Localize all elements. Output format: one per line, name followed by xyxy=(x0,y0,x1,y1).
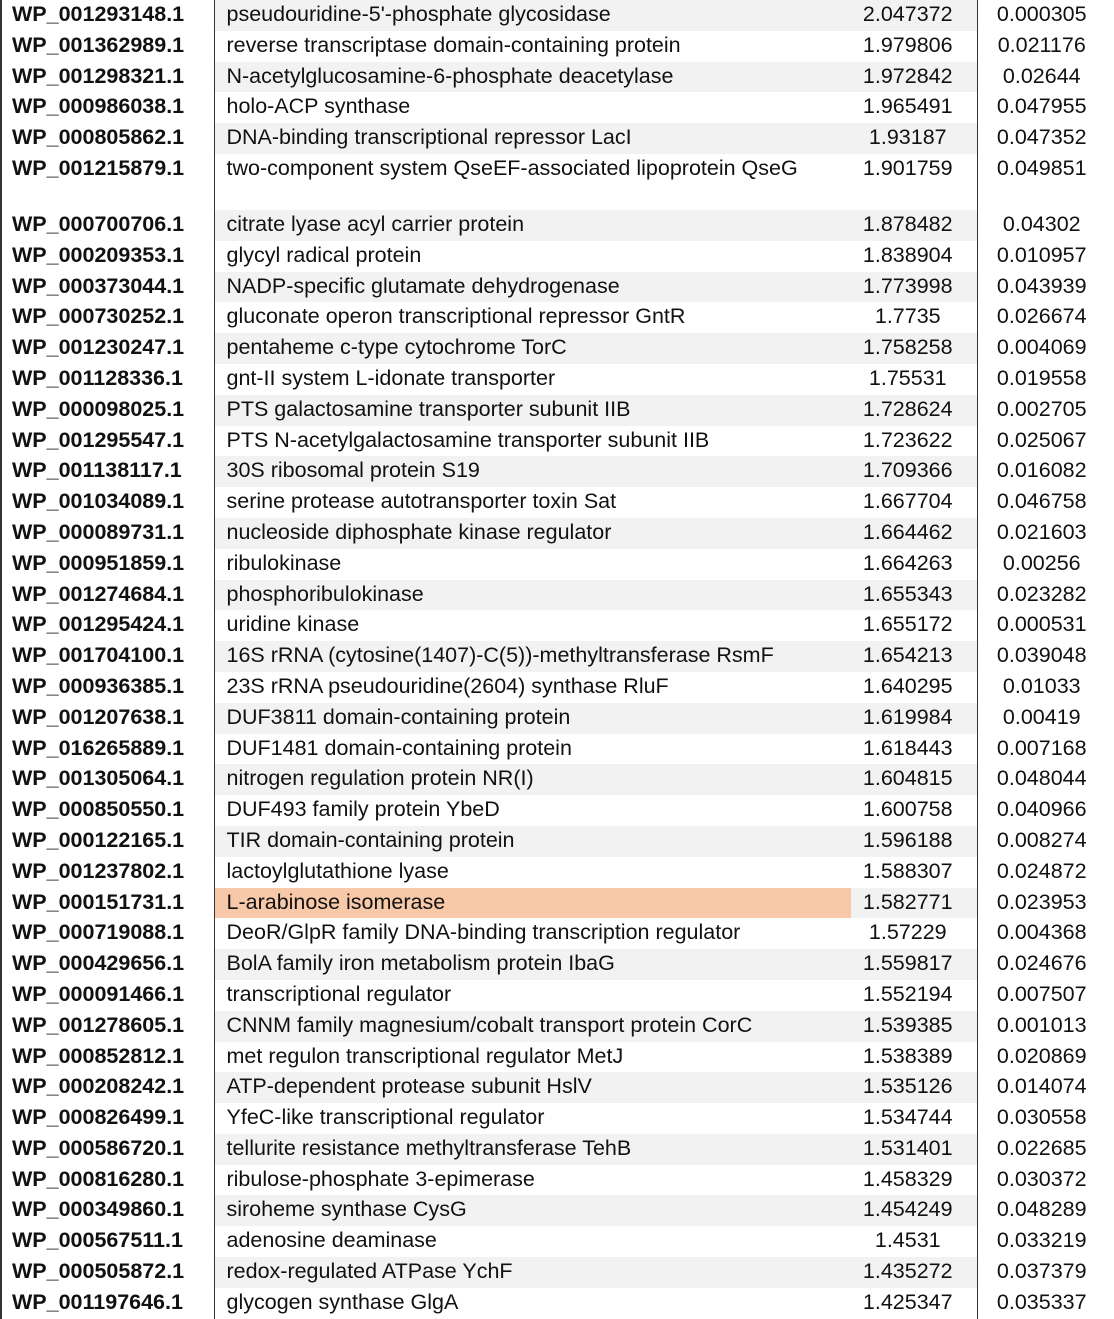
fold-change-cell: 1.758258 xyxy=(851,333,977,364)
fold-change-cell: 1.552194 xyxy=(851,980,977,1011)
accession-cell: WP_000700706.1 xyxy=(1,210,214,241)
description-cell: PTS galactosamine transporter subunit IIB xyxy=(214,395,851,426)
fold-change-cell: 1.4531 xyxy=(851,1226,977,1257)
p-value-cell: 0.023953 xyxy=(977,888,1114,919)
accession-cell: WP_001138117.1 xyxy=(1,456,214,487)
fold-change-cell: 1.654213 xyxy=(851,641,977,672)
description-cell: 16S rRNA (cytosine(1407)-C(5))-methyltransferase RsmF xyxy=(214,641,851,672)
table-row xyxy=(1,1195,1114,1226)
table-body xyxy=(1,0,1114,1319)
accession-cell: WP_000586720.1 xyxy=(1,1134,214,1165)
description-cell: ribulokinase xyxy=(214,549,851,580)
p-value-cell: 0.026674 xyxy=(977,302,1114,333)
p-value-cell: 0.001013 xyxy=(977,1011,1114,1042)
accession-cell: WP_000505872.1 xyxy=(1,1257,214,1288)
fold-change-cell: 1.531401 xyxy=(851,1134,977,1165)
description-cell: nucleoside diphosphate kinase regulator xyxy=(214,518,851,549)
description-cell: serine protease autotransporter toxin Sat xyxy=(214,487,851,518)
table-row xyxy=(1,610,1114,641)
description-cell: ribulose-phosphate 3-epimerase xyxy=(214,1165,851,1196)
table-row xyxy=(1,272,1114,303)
accession-cell: WP_001274684.1 xyxy=(1,580,214,611)
p-value-cell: 0.007168 xyxy=(977,734,1114,765)
p-value-cell: 0.00256 xyxy=(977,549,1114,580)
p-value-cell: 0.024872 xyxy=(977,857,1114,888)
table-row xyxy=(1,1042,1114,1073)
description-cell: siroheme synthase CysG xyxy=(214,1195,851,1226)
description-cell: DUF1481 domain-containing protein xyxy=(214,734,851,765)
fold-change-cell: 1.604815 xyxy=(851,764,977,795)
fold-change-cell: 1.979806 xyxy=(851,31,977,62)
p-value-cell: 0.048044 xyxy=(977,764,1114,795)
p-value-cell: 0.025067 xyxy=(977,426,1114,457)
accession-cell: WP_000373044.1 xyxy=(1,272,214,303)
p-value-cell: 0.00419 xyxy=(977,703,1114,734)
accession-cell: WP_000805862.1 xyxy=(1,123,214,154)
description-cell: 23S rRNA pseudouridine(2604) synthase RluF xyxy=(214,672,851,703)
description-cell: 30S ribosomal protein S19 xyxy=(214,456,851,487)
table-row xyxy=(1,333,1114,364)
p-value-cell: 0.01033 xyxy=(977,672,1114,703)
accession-cell: WP_000089731.1 xyxy=(1,518,214,549)
accession-cell: WP_000936385.1 xyxy=(1,672,214,703)
fold-change-cell: 1.435272 xyxy=(851,1257,977,1288)
table-row xyxy=(1,154,1114,210)
p-value-cell: 0.039048 xyxy=(977,641,1114,672)
accession-cell: WP_000098025.1 xyxy=(1,395,214,426)
fold-change-cell: 1.723622 xyxy=(851,426,977,457)
accession-cell: WP_000730252.1 xyxy=(1,302,214,333)
accession-cell: WP_001128336.1 xyxy=(1,364,214,395)
accession-cell: WP_001034089.1 xyxy=(1,487,214,518)
accession-cell: WP_001362989.1 xyxy=(1,31,214,62)
p-value-cell: 0.016082 xyxy=(977,456,1114,487)
description-cell: met regulon transcriptional regulator MetJ xyxy=(214,1042,851,1073)
fold-change-cell: 1.93187 xyxy=(851,123,977,154)
p-value-cell: 0.019558 xyxy=(977,364,1114,395)
accession-cell: WP_000719088.1 xyxy=(1,918,214,949)
accession-cell: WP_001295424.1 xyxy=(1,610,214,641)
p-value-cell: 0.035337 xyxy=(977,1288,1114,1319)
p-value-cell: 0.004069 xyxy=(977,333,1114,364)
table-row xyxy=(1,123,1114,154)
accession-cell: WP_001295547.1 xyxy=(1,426,214,457)
fold-change-cell: 1.664462 xyxy=(851,518,977,549)
table-row xyxy=(1,1011,1114,1042)
p-value-cell: 0.022685 xyxy=(977,1134,1114,1165)
fold-change-cell: 1.600758 xyxy=(851,795,977,826)
description-cell: gnt-II system L-idonate transporter xyxy=(214,364,851,395)
accession-cell: WP_000567511.1 xyxy=(1,1226,214,1257)
table-row xyxy=(1,92,1114,123)
table-row xyxy=(1,795,1114,826)
table-row xyxy=(1,949,1114,980)
accession-cell: WP_000208242.1 xyxy=(1,1072,214,1103)
table-row xyxy=(1,241,1114,272)
table-row xyxy=(1,518,1114,549)
description-cell: YfeC-like transcriptional regulator xyxy=(214,1103,851,1134)
table-row xyxy=(1,1226,1114,1257)
description-cell: adenosine deaminase xyxy=(214,1226,851,1257)
table-row xyxy=(1,302,1114,333)
description-cell: gluconate operon transcriptional repressor GntR xyxy=(214,302,851,333)
table-row xyxy=(1,703,1114,734)
accession-cell: WP_001293148.1 xyxy=(1,0,214,31)
description-cell: lactoylglutathione lyase xyxy=(214,857,851,888)
description-cell: transcriptional regulator xyxy=(214,980,851,1011)
table-row xyxy=(1,857,1114,888)
accession-cell: WP_000429656.1 xyxy=(1,949,214,980)
p-value-cell: 0.021603 xyxy=(977,518,1114,549)
fold-change-cell: 1.596188 xyxy=(851,826,977,857)
fold-change-cell: 1.534744 xyxy=(851,1103,977,1134)
description-cell: redox-regulated ATPase YchF xyxy=(214,1257,851,1288)
table-row xyxy=(1,0,1114,31)
description-cell: tellurite resistance methyltransferase TehB xyxy=(214,1134,851,1165)
fold-change-cell: 1.972842 xyxy=(851,62,977,93)
description-cell: pseudouridine-5'-phosphate glycosidase xyxy=(214,0,851,31)
accession-cell: WP_001237802.1 xyxy=(1,857,214,888)
table-row xyxy=(1,672,1114,703)
table-row xyxy=(1,456,1114,487)
p-value-cell: 0.047955 xyxy=(977,92,1114,123)
accession-cell: WP_000349860.1 xyxy=(1,1195,214,1226)
fold-change-cell: 1.655172 xyxy=(851,610,977,641)
accession-cell: WP_000091466.1 xyxy=(1,980,214,1011)
table-row xyxy=(1,734,1114,765)
accession-cell: WP_000151731.1 xyxy=(1,888,214,919)
description-cell: N-acetylglucosamine-6-phosphate deacetylase xyxy=(214,62,851,93)
table-row xyxy=(1,580,1114,611)
table-row xyxy=(1,1257,1114,1288)
p-value-cell: 0.007507 xyxy=(977,980,1114,1011)
p-value-cell: 0.030372 xyxy=(977,1165,1114,1196)
fold-change-cell: 1.559817 xyxy=(851,949,977,980)
accession-cell: WP_000826499.1 xyxy=(1,1103,214,1134)
description-cell: citrate lyase acyl carrier protein xyxy=(214,210,851,241)
fold-change-cell: 1.7735 xyxy=(851,302,977,333)
p-value-cell: 0.04302 xyxy=(977,210,1114,241)
accession-cell: WP_001207638.1 xyxy=(1,703,214,734)
p-value-cell: 0.008274 xyxy=(977,826,1114,857)
description-cell: L-arabinose isomerase xyxy=(214,888,851,919)
accession-cell: WP_000850550.1 xyxy=(1,795,214,826)
fold-change-cell: 1.664263 xyxy=(851,549,977,580)
accession-cell: WP_001305064.1 xyxy=(1,764,214,795)
fold-change-cell: 1.838904 xyxy=(851,241,977,272)
fold-change-cell: 1.619984 xyxy=(851,703,977,734)
p-value-cell: 0.020869 xyxy=(977,1042,1114,1073)
description-cell: PTS N-acetylgalactosamine transporter subunit IIB xyxy=(214,426,851,457)
description-cell: DNA-binding transcriptional repressor LacI xyxy=(214,123,851,154)
fold-change-cell: 1.709366 xyxy=(851,456,977,487)
description-cell: holo-ACP synthase xyxy=(214,92,851,123)
p-value-cell: 0.014074 xyxy=(977,1072,1114,1103)
p-value-cell: 0.023282 xyxy=(977,580,1114,611)
description-cell: DUF3811 domain-containing protein xyxy=(214,703,851,734)
fold-change-cell: 1.458329 xyxy=(851,1165,977,1196)
accession-cell: WP_000816280.1 xyxy=(1,1165,214,1196)
fold-change-cell: 1.582771 xyxy=(851,888,977,919)
table-row xyxy=(1,918,1114,949)
accession-cell: WP_001197646.1 xyxy=(1,1288,214,1319)
p-value-cell: 0.037379 xyxy=(977,1257,1114,1288)
p-value-cell: 0.047352 xyxy=(977,123,1114,154)
description-cell: nitrogen regulation protein NR(I) xyxy=(214,764,851,795)
table-row xyxy=(1,426,1114,457)
table-row xyxy=(1,487,1114,518)
fold-change-cell: 1.640295 xyxy=(851,672,977,703)
table-row xyxy=(1,980,1114,1011)
table-row xyxy=(1,395,1114,426)
p-value-cell: 0.024676 xyxy=(977,949,1114,980)
table-row xyxy=(1,1165,1114,1196)
description-cell: TIR domain-containing protein xyxy=(214,826,851,857)
p-value-cell: 0.049851 xyxy=(977,154,1114,210)
table-row xyxy=(1,1134,1114,1165)
description-cell: ATP-dependent protease subunit HslV xyxy=(214,1072,851,1103)
p-value-cell: 0.02644 xyxy=(977,62,1114,93)
table-row xyxy=(1,31,1114,62)
p-value-cell: 0.040966 xyxy=(977,795,1114,826)
p-value-cell: 0.000305 xyxy=(977,0,1114,31)
accession-cell: WP_001298321.1 xyxy=(1,62,214,93)
accession-cell: WP_000986038.1 xyxy=(1,92,214,123)
fold-change-cell: 1.728624 xyxy=(851,395,977,426)
fold-change-cell: 1.454249 xyxy=(851,1195,977,1226)
fold-change-cell: 1.655343 xyxy=(851,580,977,611)
fold-change-cell: 1.901759 xyxy=(851,154,977,210)
accession-cell: WP_000209353.1 xyxy=(1,241,214,272)
fold-change-cell: 1.425347 xyxy=(851,1288,977,1319)
accession-cell: WP_000852812.1 xyxy=(1,1042,214,1073)
p-value-cell: 0.030558 xyxy=(977,1103,1114,1134)
description-cell: glycyl radical protein xyxy=(214,241,851,272)
fold-change-cell: 1.773998 xyxy=(851,272,977,303)
p-value-cell: 0.043939 xyxy=(977,272,1114,303)
fold-change-cell: 1.618443 xyxy=(851,734,977,765)
description-cell: NADP-specific glutamate dehydrogenase xyxy=(214,272,851,303)
table-row xyxy=(1,1072,1114,1103)
fold-change-cell: 2.047372 xyxy=(851,0,977,31)
p-value-cell: 0.004368 xyxy=(977,918,1114,949)
description-cell: BolA family iron metabolism protein IbaG xyxy=(214,949,851,980)
fold-change-cell: 1.538389 xyxy=(851,1042,977,1073)
description-cell: DUF493 family protein YbeD xyxy=(214,795,851,826)
description-cell: two-component system QseEF-associated lipoprotein QseG xyxy=(214,154,851,210)
description-cell: DeoR/GlpR family DNA-binding transcription regulator xyxy=(214,918,851,949)
p-value-cell: 0.010957 xyxy=(977,241,1114,272)
fold-change-cell: 1.965491 xyxy=(851,92,977,123)
table-row xyxy=(1,210,1114,241)
p-value-cell: 0.021176 xyxy=(977,31,1114,62)
table-row xyxy=(1,62,1114,93)
table-row xyxy=(1,364,1114,395)
accession-cell: WP_000122165.1 xyxy=(1,826,214,857)
table-row xyxy=(1,641,1114,672)
fold-change-cell: 1.667704 xyxy=(851,487,977,518)
table-row xyxy=(1,826,1114,857)
p-value-cell: 0.000531 xyxy=(977,610,1114,641)
fold-change-cell: 1.75531 xyxy=(851,364,977,395)
fold-change-cell: 1.539385 xyxy=(851,1011,977,1042)
table-row xyxy=(1,888,1114,919)
fold-change-cell: 1.535126 xyxy=(851,1072,977,1103)
fold-change-cell: 1.588307 xyxy=(851,857,977,888)
accession-cell: WP_001278605.1 xyxy=(1,1011,214,1042)
accession-cell: WP_001215879.1 xyxy=(1,154,214,210)
table-row xyxy=(1,1103,1114,1134)
table-row xyxy=(1,1288,1114,1319)
description-cell: reverse transcriptase domain-containing protein xyxy=(214,31,851,62)
description-cell: CNNM family magnesium/cobalt transport protein CorC xyxy=(214,1011,851,1042)
description-cell: glycogen synthase GlgA xyxy=(214,1288,851,1319)
p-value-cell: 0.048289 xyxy=(977,1195,1114,1226)
description-cell: pentaheme c-type cytochrome TorC xyxy=(214,333,851,364)
description-cell: phosphoribulokinase xyxy=(214,580,851,611)
accession-cell: WP_000951859.1 xyxy=(1,549,214,580)
fold-change-cell: 1.57229 xyxy=(851,918,977,949)
description-cell: uridine kinase xyxy=(214,610,851,641)
p-value-cell: 0.002705 xyxy=(977,395,1114,426)
accession-cell: WP_001704100.1 xyxy=(1,641,214,672)
fold-change-cell: 1.878482 xyxy=(851,210,977,241)
p-value-cell: 0.046758 xyxy=(977,487,1114,518)
accession-cell: WP_016265889.1 xyxy=(1,734,214,765)
p-value-cell: 0.033219 xyxy=(977,1226,1114,1257)
table-row xyxy=(1,549,1114,580)
table-row xyxy=(1,764,1114,795)
accession-cell: WP_001230247.1 xyxy=(1,333,214,364)
